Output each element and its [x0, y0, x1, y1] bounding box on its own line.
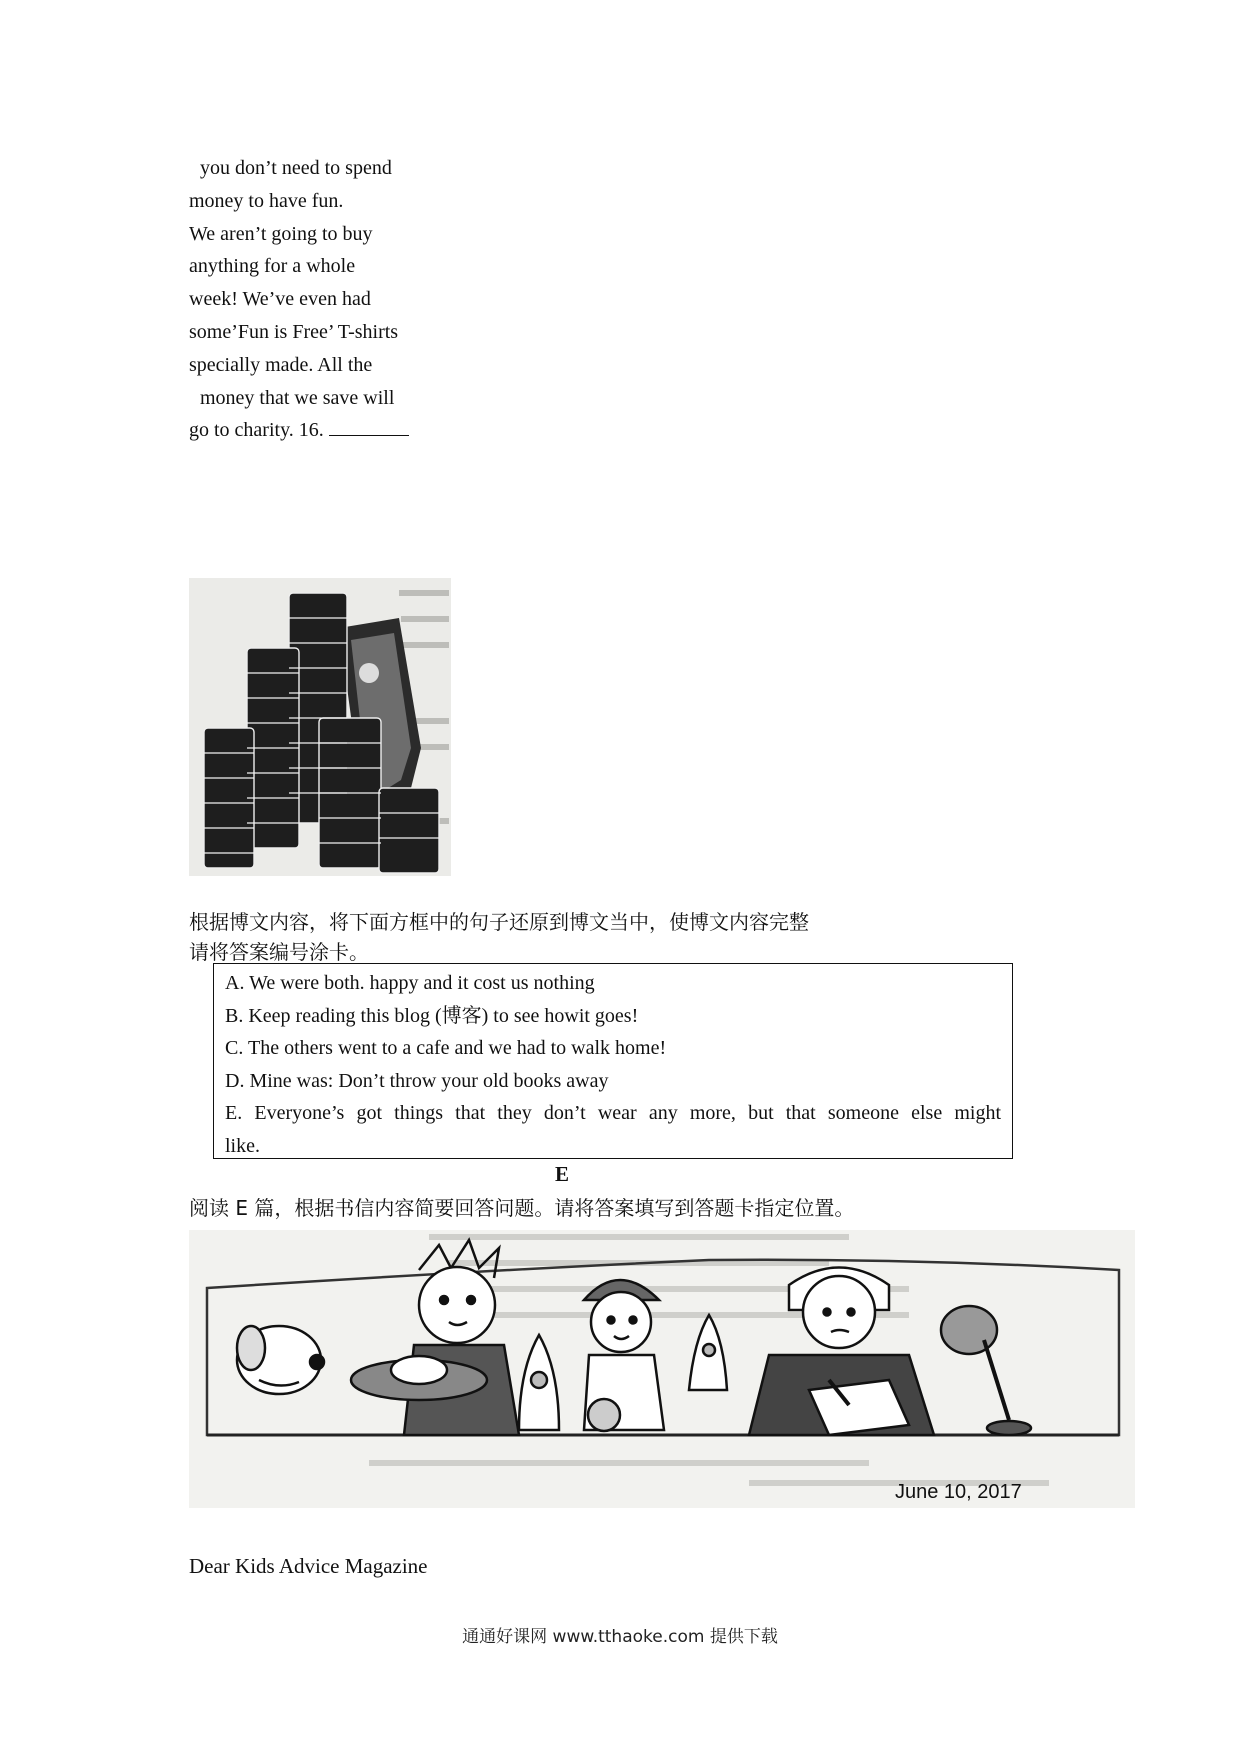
letter-salutation: Dear Kids Advice Magazine [189, 1554, 428, 1578]
option-e: E. Everyone’s got things that they don’t wear any more, but that someone else might [225, 1102, 1001, 1124]
blog-line: specially made. All the [189, 353, 373, 376]
options-box [213, 963, 1013, 1159]
section-e-instruction: 阅读 E 篇，根据书信内容简要回答问题。请将答案填写到答题卡指定位置。 [189, 1196, 855, 1220]
instruction-line-1: 根据博文内容，将下面方框中的句子还原到博文当中，使博文内容完整 [189, 910, 809, 934]
option-a: A. We were both. happy and it cost us nothing [225, 972, 595, 994]
coins-illustration [189, 578, 451, 876]
answer-blank-16 [329, 417, 409, 436]
blog-line: money to have fun. [189, 189, 344, 212]
blog-line: some’Fun is Free’ T-shirts [189, 320, 399, 343]
instruction-line-2: 请将答案编号涂卡。 [189, 940, 369, 964]
letter-date: June 10, 2017 [895, 1481, 1022, 1503]
blog-line: week! We’ve even had [189, 288, 371, 311]
section-e-heading: E [555, 1162, 570, 1186]
option-d: D. Mine was: Don’t throw your old books away [225, 1069, 609, 1092]
blog-last-text: go to charity. 16. [189, 419, 324, 442]
page-footer: 通通好课网 www.tthaoke.com 提供下载 [462, 1627, 778, 1647]
coins-photo [189, 578, 451, 876]
option-b: B. Keep reading this blog (博客) to see howit goes! [225, 1004, 639, 1027]
blog-line-last [189, 414, 449, 447]
kids-cartoon-illustration [189, 1230, 1135, 1508]
cartoon-drawing [189, 1230, 1135, 1508]
blog-line: We aren’t going to buy [189, 222, 373, 245]
blog-text [189, 152, 449, 447]
option-e-continued: like. [225, 1134, 260, 1157]
blog-line: money that we save will [200, 386, 395, 409]
blog-line: you don’t need to spend [200, 157, 392, 179]
blog-line: anything for a whole [189, 255, 356, 278]
option-c: C. The others went to a cafe and we had to walk home! [225, 1037, 667, 1059]
